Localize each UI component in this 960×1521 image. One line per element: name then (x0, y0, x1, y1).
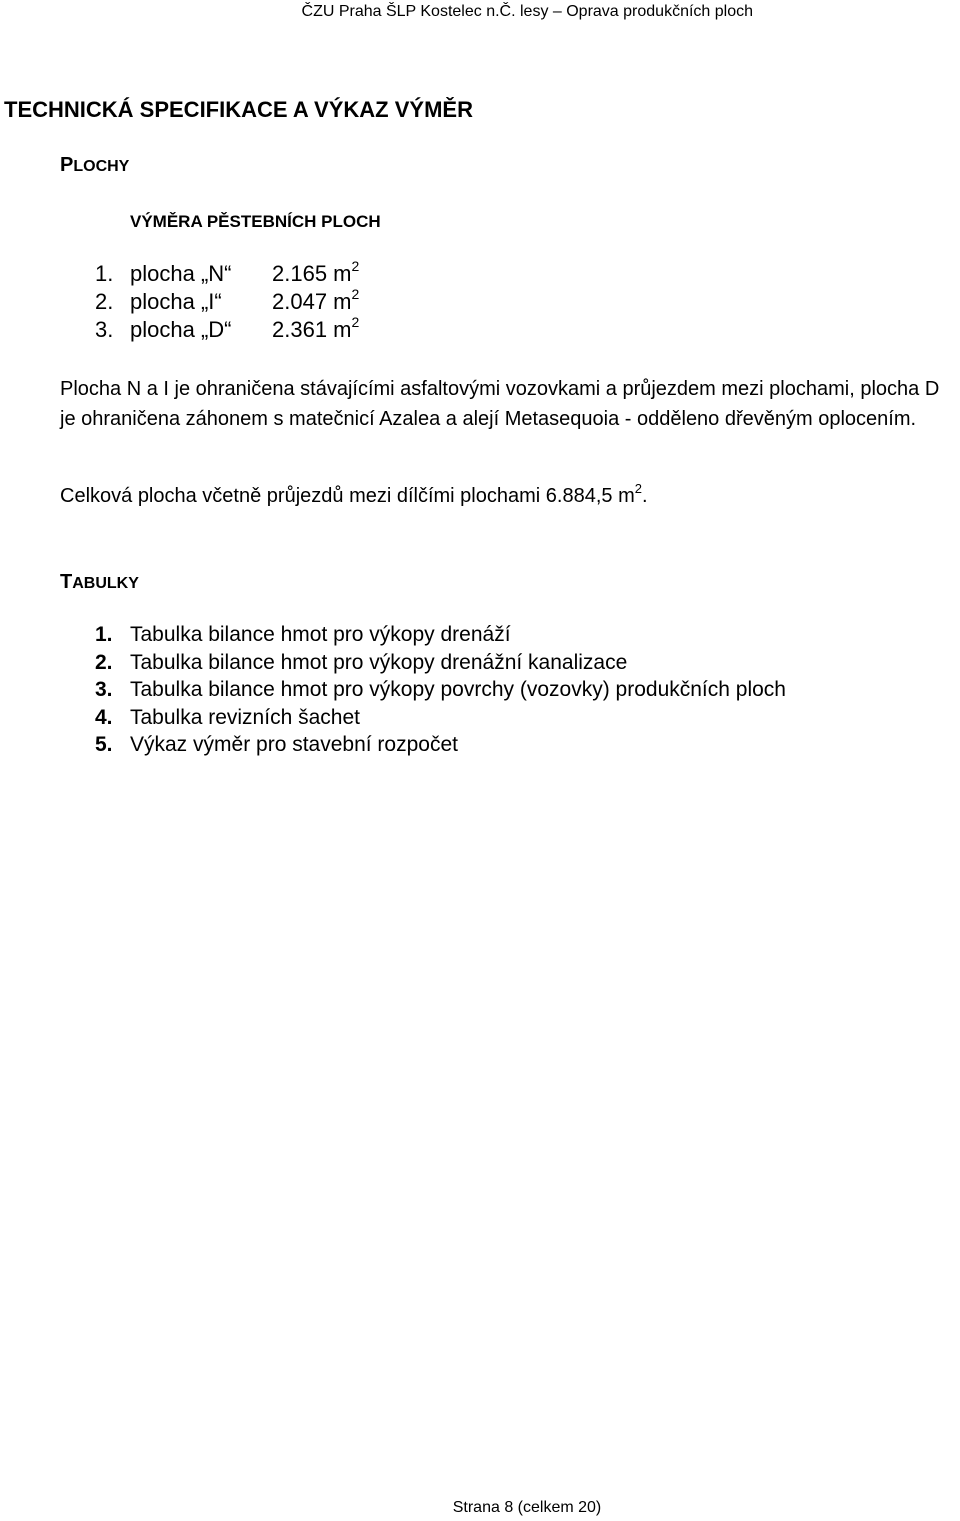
list-item (95, 316, 359, 344)
item-text: Tabulka bilance hmot pro výkopy povrchy (vozovky) produkčních ploch (130, 678, 786, 701)
list-item (95, 676, 786, 704)
item-name: plocha „N“ (130, 261, 232, 286)
subsection-title: VÝMĚRA PĚSTEBNÍCH PLOCH (130, 212, 381, 231)
item-value: 2.361 m (272, 317, 352, 342)
page-footer: Strana 8 (celkem 20) (452, 1499, 602, 1516)
list-item (95, 704, 786, 732)
item-exponent: 2 (351, 286, 360, 302)
tables-list (95, 621, 786, 759)
total-area-text: Celková plocha včetně průjezdů mezi dílčími plochami 6.884,5 m (60, 485, 635, 507)
section-title-rest: LOCHY (73, 158, 130, 175)
section-title-tabulky (60, 567, 139, 595)
item-value: 2.047 m (272, 289, 352, 314)
item-text: Tabulka bilance hmot pro výkopy drenáží (130, 623, 511, 646)
item-number: 1. (95, 623, 113, 646)
item-number: 3. (95, 317, 114, 342)
list-item (95, 260, 359, 288)
item-number: 2. (95, 289, 114, 314)
total-area-end: . (641, 485, 648, 507)
running-header: ČZU Praha ŠLP Kostelec n.Č. lesy – Oprava produkčních ploch (301, 3, 753, 20)
area-list (95, 260, 359, 344)
item-text: Tabulka bilance hmot pro výkopy drenážní kanalizace (130, 650, 628, 674)
list-item (95, 621, 786, 649)
section-title-plochy (60, 154, 129, 177)
item-name: plocha „D“ (130, 317, 232, 342)
item-value: 2.165 m (272, 261, 352, 286)
description-paragraph: Plocha N a I je ohraničena stávajícími asfaltovými vozovkami a průjezdem mezi plochami, plocha D je ohraničena záhonem s matečnicí Azalea a alejí Metasequoia - odděleno dřevěným oplocením. (60, 378, 940, 430)
item-text: Tabulka revizních šachet (130, 705, 360, 729)
item-text: Výkaz výměr pro stavební rozpočet (130, 733, 458, 756)
item-number: 3. (95, 678, 113, 701)
list-item (95, 649, 786, 677)
section-title-rest: ABULKY (72, 575, 139, 592)
total-area-exponent: 2 (634, 481, 642, 496)
document-title: TECHNICKÁ SPECIFIKACE A VÝKAZ VÝMĚR (4, 97, 473, 122)
item-number: 1. (95, 261, 114, 286)
item-exponent: 2 (351, 258, 360, 274)
section-title-initial: T (60, 571, 73, 593)
list-item (95, 731, 786, 759)
list-item (95, 288, 359, 316)
item-number: 4. (95, 705, 113, 729)
item-name: plocha „I“ (130, 289, 222, 314)
item-exponent: 2 (351, 314, 360, 330)
section-title-initial: P (60, 154, 74, 176)
total-area-paragraph (60, 481, 648, 511)
item-number: 2. (95, 650, 113, 674)
item-number: 5. (95, 733, 113, 756)
